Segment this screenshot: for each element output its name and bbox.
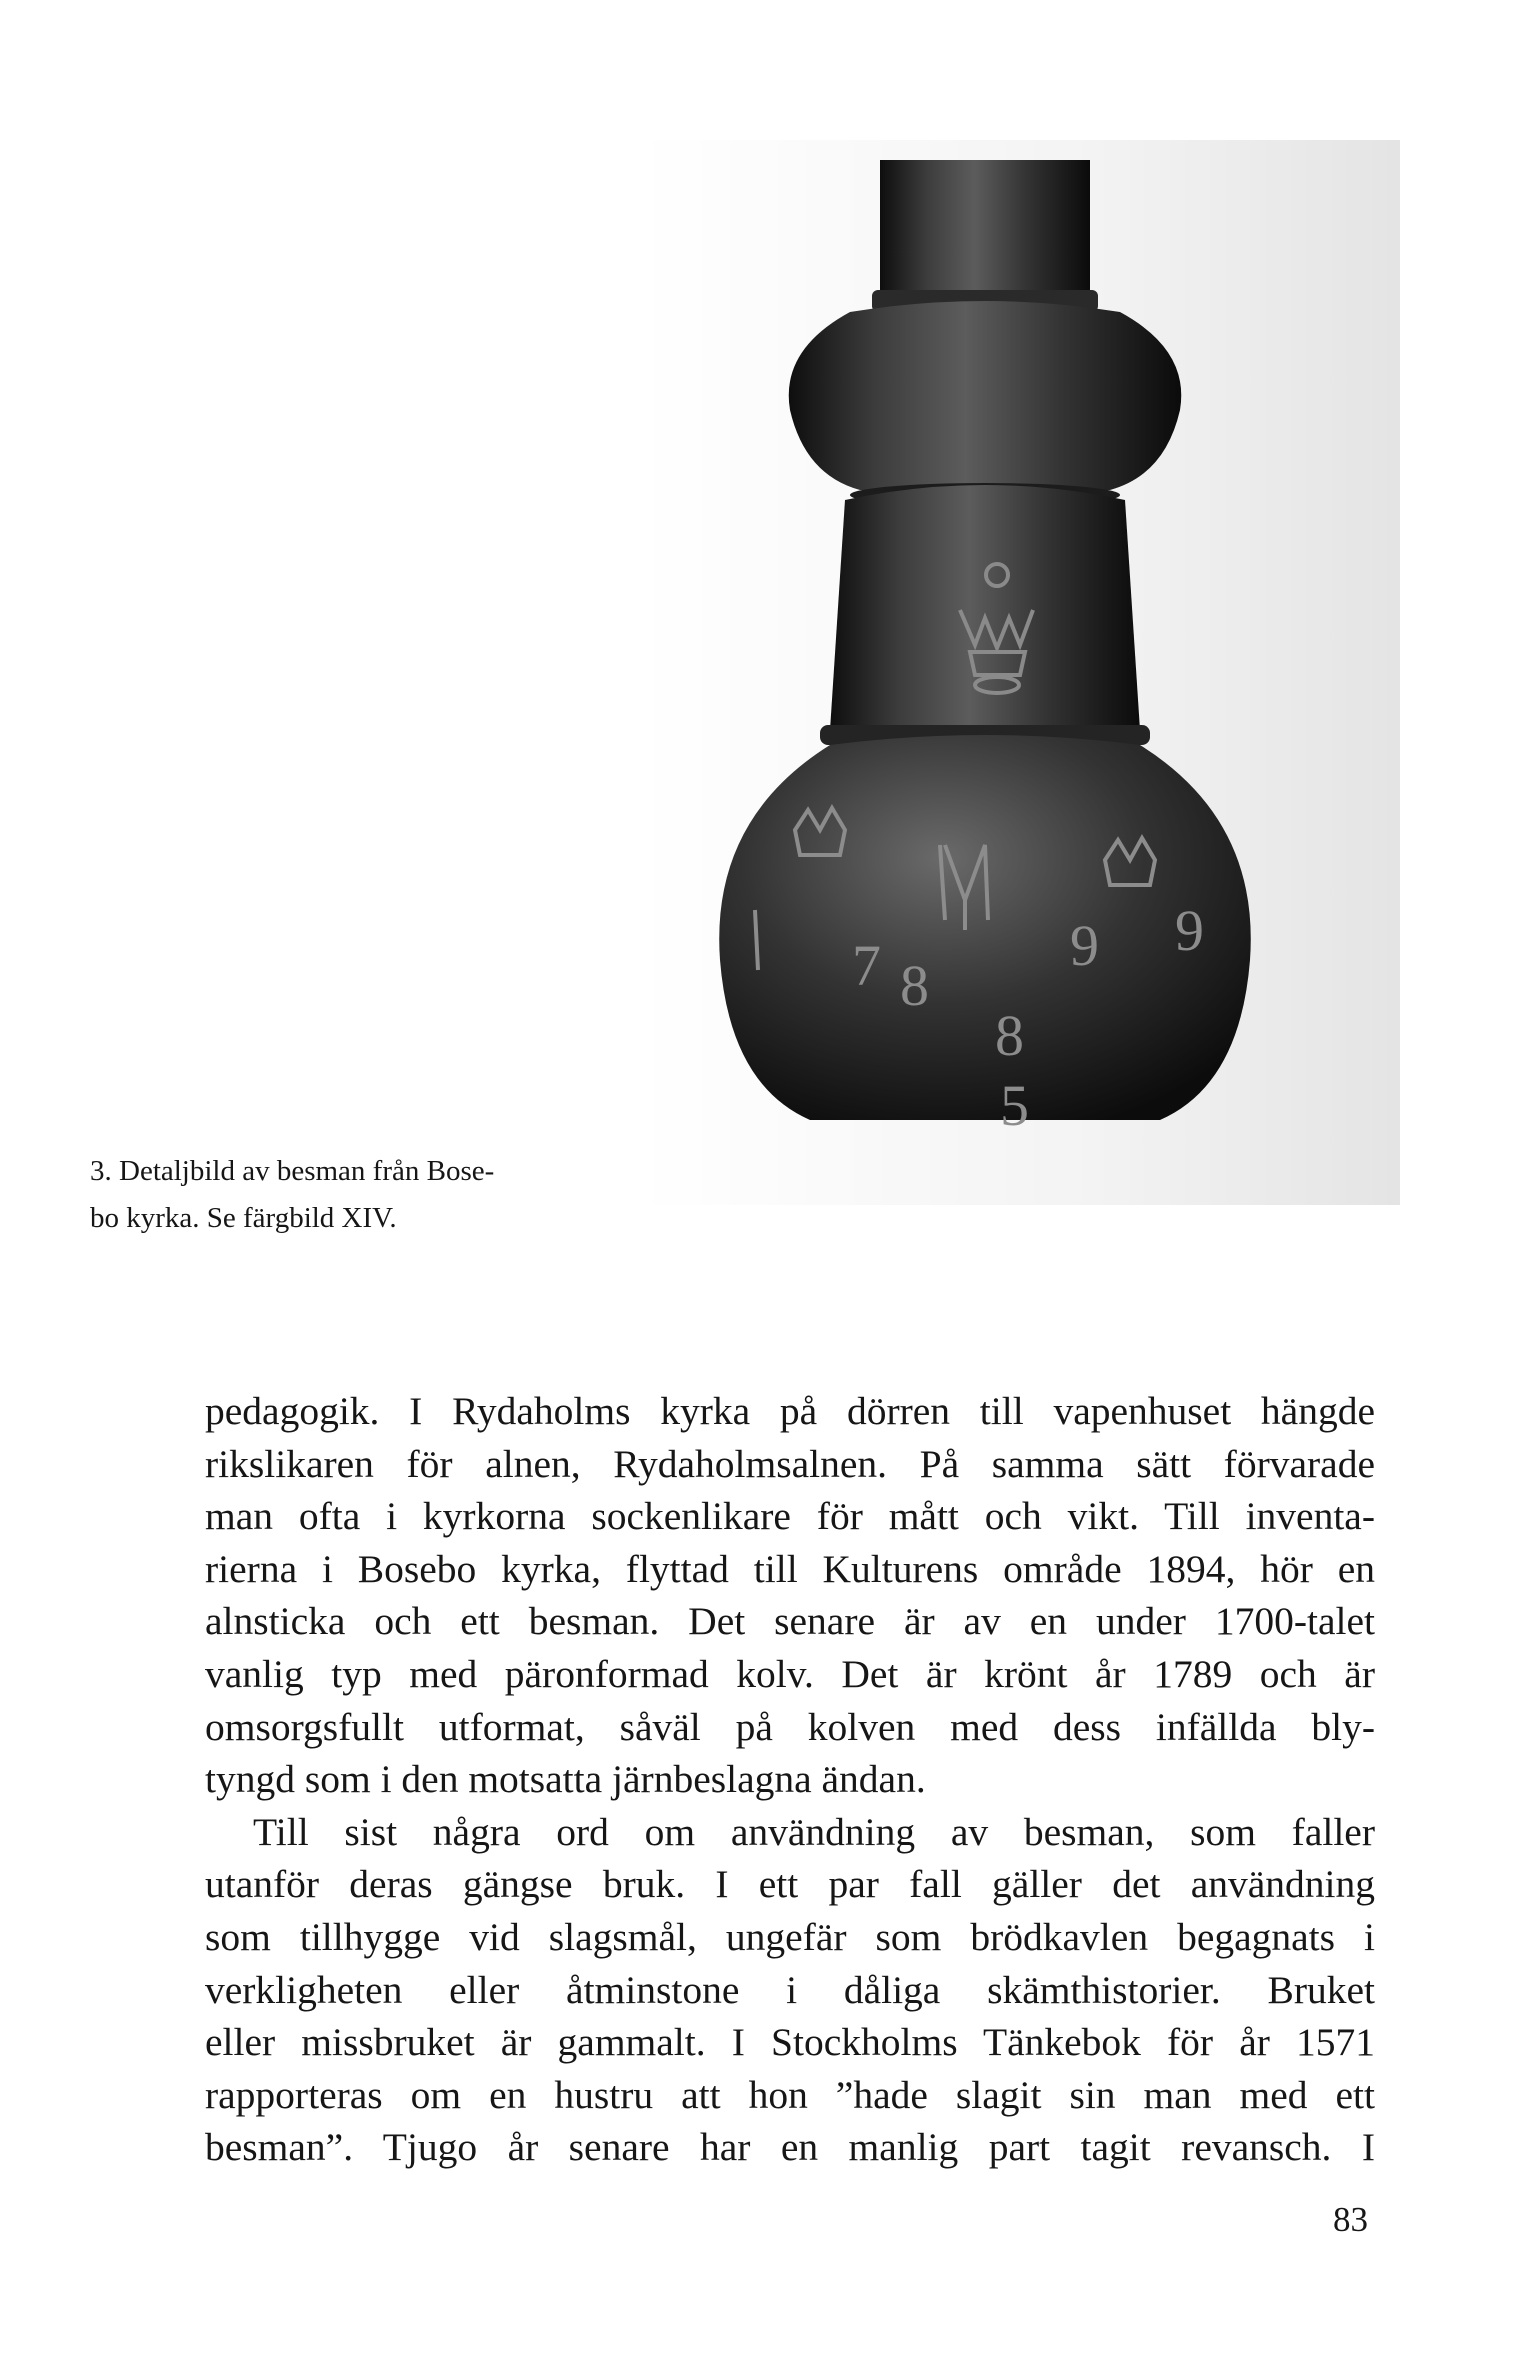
figure-caption — [90, 1148, 610, 1242]
paragraph-2 — [205, 1806, 1375, 2174]
paragraph-1 — [205, 1385, 1375, 1806]
text-line: man ofta i kyrkorna sockenlikare för mått och vikt. Till inventa- — [205, 1494, 1375, 1539]
svg-text:8: 8 — [900, 953, 929, 1018]
text-line: besman”. Tjugo år senare har en manlig part tagit revansch. I — [205, 2125, 1375, 2170]
text-line: utanför deras gängse bruk. I ett par fall gäller det användning — [205, 1862, 1375, 1907]
text-line: Till sist några ord om användning av besman, som faller — [253, 1809, 1375, 1854]
svg-text:9: 9 — [1070, 913, 1099, 978]
text-line: vanlig typ med päronformad kolv. Det är krönt år 1789 och är — [205, 1651, 1375, 1696]
svg-text:8: 8 — [995, 1003, 1024, 1068]
besman-photo — [640, 140, 1400, 1205]
text-line: eller missbruket är gammalt. I Stockholms Tänkebok för år 1571 — [205, 2020, 1375, 2065]
svg-text:9: 9 — [1175, 898, 1204, 963]
caption-line: bo kyrka. Se färgbild XIV. — [90, 1202, 397, 1234]
caption-line: 3. Detaljbild av besman från Bose- — [90, 1155, 495, 1187]
text-line: rikslikaren för alnen, Rydaholmsalnen. På samma sätt förvarade — [205, 1441, 1375, 1486]
body-text — [205, 1385, 1375, 2174]
text-line: rierna i Bosebo kyrka, flyttad till Kulturens område 1894, hör en — [205, 1546, 1375, 1591]
text-line: rapporteras om en hustru att hon ”hade slagit sin man med ett — [205, 2072, 1375, 2117]
text-line: omsorgsfullt utformat, såväl på kolven med dess infällda bly- — [205, 1704, 1375, 1749]
svg-text:7: 7 — [852, 933, 881, 998]
text-line: alnsticka och ett besman. Det senare är av en under 1700-talet — [205, 1599, 1375, 1644]
text-line: tyngd som i den motsatta järnbeslagna ändan. — [205, 1757, 926, 1802]
text-line: pedagogik. I Rydaholms kyrka på dörren till vapenhuset hängde — [205, 1389, 1375, 1433]
svg-text:5: 5 — [1000, 1073, 1029, 1138]
page-number: 83 — [1333, 2200, 1368, 2239]
text-line: verkligheten eller åtminstone i dåliga skämthistorier. Bruket — [205, 1967, 1375, 2012]
text-line: som tillhygge vid slagsmål, ungefär som brödkavlen begagnats i — [205, 1914, 1375, 1959]
